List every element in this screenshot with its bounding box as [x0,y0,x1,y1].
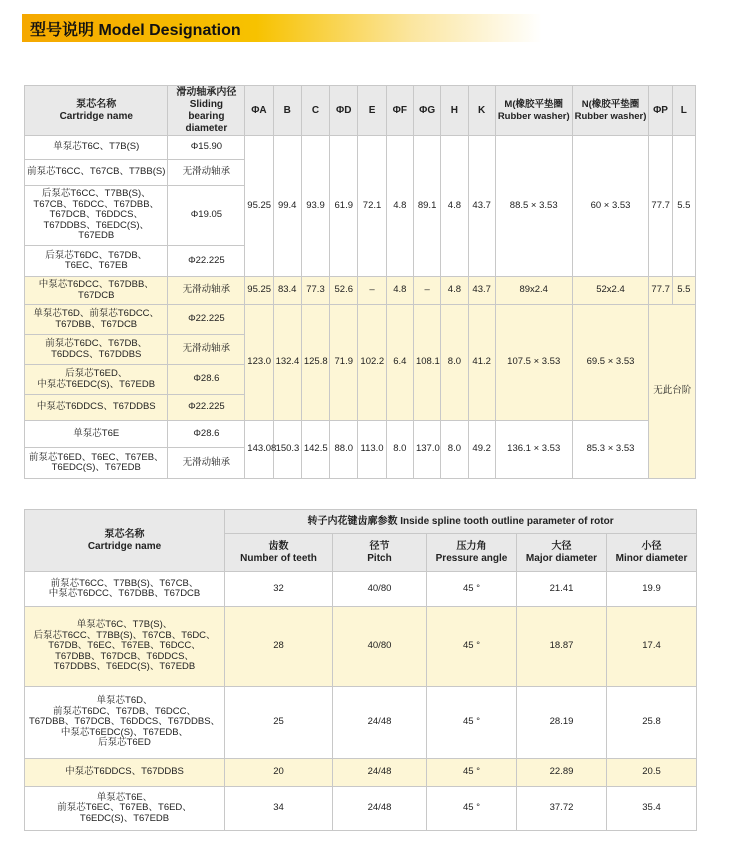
col-header-pressure-angle: 压力角 Pressure angle [427,534,517,572]
col-header-e: E [358,86,386,136]
value-c: 77.3 [301,277,329,305]
header-row [25,510,697,534]
bearing-diameter: Φ28.6 [168,421,245,448]
pressure-angle-value: 45 ° [427,687,517,759]
value-m: 136.1 × 3.53 [495,421,572,479]
pitch-value: 24/48 [333,759,427,787]
section-banner [22,14,542,42]
col-header-g: ΦG [413,86,440,136]
col-header-m: M(橡胶平垫圈 Rubber washer) [495,86,572,136]
teeth-count: 32 [225,572,333,607]
value-e: 113.0 [358,421,386,479]
col-header-d: ΦD [330,86,358,136]
col-header-l: L [672,86,695,136]
value-a: 95.25 [245,277,273,305]
cartridge-name: 后泵芯T6CC、T7BB(S)、 T67CB、T6DCC、T67DBB、 T67DCB、T6DDCS、 T67DDBS、T6EDC(S)、 T67EDB [25,186,168,246]
bearing-diameter: Φ19.05 [168,186,245,246]
bearing-diameter: Φ28.6 [168,365,245,395]
cartridge-name: 单泵芯T6E [25,421,168,448]
pitch-value: 24/48 [333,787,427,831]
value-h: 4.8 [441,136,468,277]
value-d: 88.0 [330,421,358,479]
col-header-teeth: 齿数 Number of teeth [225,534,333,572]
page-title: 型号说明 Model Designation [30,22,241,39]
major-diameter-value: 21.41 [517,572,607,607]
value-c: 93.9 [301,136,329,277]
value-m: 88.5 × 3.53 [495,136,572,277]
value-b: 83.4 [273,277,301,305]
value-g: 89.1 [413,136,440,277]
teeth-count: 28 [225,607,333,687]
bearing-diameter: Φ22.225 [168,305,245,335]
minor-diameter-value: 19.9 [607,572,697,607]
value-d: 61.9 [330,136,358,277]
value-f: 8.0 [386,421,413,479]
value-m: 89x2.4 [495,277,572,305]
spline-table [24,509,697,831]
col-header-n: N(橡胶平垫圈 Rubber washer) [572,86,649,136]
value-d: 71.9 [330,305,358,421]
table-row [25,136,696,160]
no-step-note: 无此台阶 [649,305,696,479]
pressure-angle-value: 45 ° [427,759,517,787]
table-row [25,421,696,448]
table-row [25,787,697,831]
cartridge-name: 单泵芯T6D、 前泵芯T6DC、T67DB、T6DCC、 T67DBB、T67DCB、T6DDCS、T67DDBS、 中泵芯T6EDC(S)、T67EDB、 后泵芯T6ED [25,687,225,759]
table-row [25,687,697,759]
value-l: 5.5 [672,136,695,277]
value-b: 132.4 [273,305,301,421]
value-p: 77.7 [649,277,672,305]
col-header-b: B [273,86,301,136]
table-row [25,759,697,787]
value-c: 142.5 [301,421,329,479]
cartridge-name: 中泵芯T6DCC、T67DBB、 T67DCB [25,277,168,305]
value-n: 85.3 × 3.53 [572,421,649,479]
value-e: 102.2 [358,305,386,421]
major-diameter-value: 37.72 [517,787,607,831]
cartridge-name: 前泵芯T6CC、T7BB(S)、T67CB、 中泵芯T6DCC、T67DBB、T67DCB [25,572,225,607]
minor-diameter-value: 20.5 [607,759,697,787]
cartridge-name: 后泵芯T6ED、 中泵芯T6EDC(S)、T67EDB [25,365,168,395]
col-header-bearing: 滑动轴承内径 Sliding bearing diameter [168,86,245,136]
minor-diameter-value: 17.4 [607,607,697,687]
value-a: 143.08 [245,421,273,479]
value-m: 107.5 × 3.53 [495,305,572,421]
pressure-angle-value: 45 ° [427,787,517,831]
value-p: 77.7 [649,136,672,277]
value-f: 4.8 [386,277,413,305]
value-n: 52x2.4 [572,277,649,305]
value-h: 8.0 [441,421,468,479]
teeth-count: 25 [225,687,333,759]
pitch-value: 40/80 [333,607,427,687]
value-f: 4.8 [386,136,413,277]
col-header-a: ΦA [245,86,273,136]
major-diameter-value: 22.89 [517,759,607,787]
cartridge-name: 单泵芯T6E、 前泵芯T6EC、T67EB、T6ED、 T6EDC(S)、T67EDB [25,787,225,831]
value-g: 108.1 [413,305,440,421]
table-row [25,572,697,607]
value-c: 125.8 [301,305,329,421]
col-header-spline-group: 转子内花键齿廓参数 Inside spline tooth outline parameter of rotor [225,510,697,534]
value-a: 95.25 [245,136,273,277]
col-header-cartridge: 泵芯名称 Cartridge name [25,510,225,572]
pressure-angle-value: 45 ° [427,607,517,687]
cartridge-name: 单泵芯T6C、T7B(S) [25,136,168,160]
col-header-h: H [441,86,468,136]
minor-diameter-value: 35.4 [607,787,697,831]
value-k: 41.2 [468,305,495,421]
cartridge-name: 中泵芯T6DDCS、T67DDBS [25,759,225,787]
cartridge-name: 中泵芯T6DDCS、T67DDBS [25,395,168,421]
col-header-k: K [468,86,495,136]
pressure-angle-value: 45 ° [427,572,517,607]
minor-diameter-value: 25.8 [607,687,697,759]
bearing-diameter: Φ22.225 [168,395,245,421]
value-a: 123.0 [245,305,273,421]
table-row [25,277,696,305]
pitch-value: 24/48 [333,687,427,759]
header-row [25,86,696,136]
bearing-diameter: 无滑动轴承 [168,277,245,305]
pitch-value: 40/80 [333,572,427,607]
cartridge-name: 后泵芯T6DC、T67DB、 T6EC、T67EB [25,246,168,277]
major-diameter-value: 18.87 [517,607,607,687]
col-header-cartridge: 泵芯名称 Cartridge name [25,86,168,136]
col-header-major-diameter: 大径 Major diameter [517,534,607,572]
value-k: 43.7 [468,277,495,305]
value-h: 4.8 [441,277,468,305]
value-g: 137.0 [413,421,440,479]
value-e: – [358,277,386,305]
value-n: 69.5 × 3.53 [572,305,649,421]
teeth-count: 20 [225,759,333,787]
value-k: 43.7 [468,136,495,277]
cartridge-name: 单泵芯T6D、前泵芯T6DCC、 T67DBB、T67DCB [25,305,168,335]
value-e: 72.1 [358,136,386,277]
col-header-f: ΦF [386,86,413,136]
value-g: – [413,277,440,305]
cartridge-name: 单泵芯T6C、T7B(S)、 后泵芯T6CC、T7BB(S)、T67CB、T6DC、 T67DB、T6EC、T67EB、T6DCC、 T67DBB、T67DCB、T6DDCS、 T67DDBS、T6EDC(S)、T67EDB [25,607,225,687]
teeth-count: 34 [225,787,333,831]
bearing-diameter: 无滑动轴承 [168,448,245,479]
table-row [25,607,697,687]
value-k: 49.2 [468,421,495,479]
cartridge-name: 前泵芯T6DC、T67DB、 T6DDCS、T67DDBS [25,335,168,365]
col-header-c: C [301,86,329,136]
value-d: 52.6 [330,277,358,305]
dimension-table [24,85,696,479]
value-f: 6.4 [386,305,413,421]
bearing-diameter: Φ22.225 [168,246,245,277]
cartridge-name: 前泵芯T6CC、T67CB、T7BB(S) [25,160,168,186]
value-h: 8.0 [441,305,468,421]
value-l: 5.5 [672,277,695,305]
col-header-pitch: 径节 Pitch [333,534,427,572]
major-diameter-value: 28.19 [517,687,607,759]
col-header-minor-diameter: 小径 Minor diameter [607,534,697,572]
value-b: 99.4 [273,136,301,277]
bearing-diameter: 无滑动轴承 [168,160,245,186]
bearing-diameter: 无滑动轴承 [168,335,245,365]
col-header-p: ΦP [649,86,672,136]
bearing-diameter: Φ15.90 [168,136,245,160]
table-row [25,305,696,335]
value-n: 60 × 3.53 [572,136,649,277]
value-b: 150.3 [273,421,301,479]
cartridge-name: 前泵芯T6ED、T6EC、T67EB、 T6EDC(S)、T67EDB [25,448,168,479]
